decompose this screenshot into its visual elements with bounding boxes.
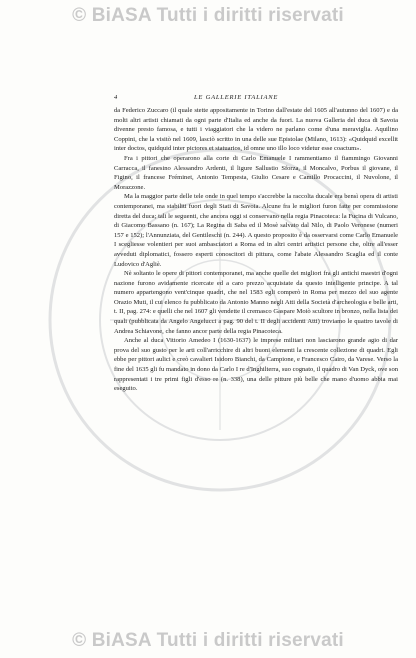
- body-text: [114, 106, 398, 394]
- page-header: [114, 94, 394, 104]
- paragraph: Fra i pittori che operarono alla corte di Carlo Emanuele I rammentiamo il fiammingo Giovanni Carracca, il fanesino Alessandro Ardenti, il ligure Sallustio Sforza, il Moncalvo, Porbus il giovane, il Figino, il francese Fréminet, Antonio Tempesta, Giulio Cesare e Camillo Procaccini, il Nuvolone, il Morazzone.: [114, 154, 398, 191]
- paragraph: Anche al duca Vittorio Amedeo I (1630-1637) le imprese militari non lasciarono grande agio di dar prova del suo gusto per le arti coll'arricchire di altri buoni elementi la crescente collezione di quadri. Egli ebbe per pittori aulici e creò cavalieri Isidoro Bianchi, da Campione, e Francesco Cairo, da Varese. Verso la fine del 1635 gli fu mandato in dono da Carlo I re d'Inghilterra, suo cognato, il quadro di Van Dyck, ove son rappresentati i tre primi figli d'esso re (n. 338), una delle pitture più belle che mano d'uomo abbia mai eseguito.: [114, 337, 398, 393]
- copyright-watermark-top: © BiASA Tutti i diritti riservati: [72, 5, 344, 26]
- copyright-watermark-bottom: © BiASA Tutti i diritti riservati: [72, 630, 344, 651]
- paragraph: da Federico Zuccaro (il quale stette appositamente in Torino dall'estate del 1605 all'autunno del 1607) e da molti altri artisti chiamati da ogni parte d'Italia ed anche da fuori. La nuova Galleria del duca di Savoia divenne presto famosa, e tutti i viaggiatori che la videro ne parlano come d'una meraviglia. Aquilino Coppini, che la visitò nel 1609, lasciò scritto in una delle sue Epistolae (Milano, 1613): «Quidquid excellit inter doctos, quidquid inter pictores et statuarios, id omne uno illo loco videtur esse coactum».: [114, 107, 398, 153]
- paragraph: Nè soltanto le opere di pittori contemporanei, ma anche quelle dei migliori fra gli antichi maestri d'ogni nazione furono avidamente ricercate ed a caro prezzo acquistate da questo intelligente principe. A tal numero appartengono vent'cinque quadri, che nel 1583 egli comperò in Roma per mezzo del suo agente Orazio Muti, il cui elenco fu pubblicato da Antonio Manno negli Atti della Società d'archeologia e belle arti, t. II, pag. 274: e quelli che nel 1607 gli vendette il cremasco Gaspare Moiò scultore in bronzo, nella lista dei quali (pubblicata da Angelo Angelucci a pag. 90 del t. II degli accidenti Atti) troviamo le quattro tavole di Andrea Schiavone, che fanno ancor parte della regia Pinacoteca.: [114, 270, 398, 335]
- page-number: 4: [114, 94, 118, 101]
- running-title: LE GALLERIE ITALIANE: [194, 94, 279, 101]
- paragraph: Ma la maggior parte delle tele onde in quel tempo s'accrebbe la raccolta ducale era bensì opera di artisti contemporanei, ma stabiliti fuori degli Stati di Savoia. Alcune fra le migliori furon fatte per commissione diretta del duca; tali le seguenti, che ancora oggi si conservano nella regia Pinacoteca: la Fucina di Vulcano, di Giacomo Bassano (n. 167); La Regina di Saba ed il Mosè salvato dal Nilo, di Paolo Veronese (numeri 157 e 152); l'Annunziata, del Gentileschi (n. 244). A questo proposito è da osservarsi come Carlo Emanuele I scegliesse volentieri per suoi ambasciatori a Roma ed in altri centri artistici persone che, oltre all'esser avveduti diplomatici, fossero esperti conoscitori di pittura, come l'abate Alessandro Scaglia ed il conte Ludovico d'Agliè.: [114, 193, 398, 268]
